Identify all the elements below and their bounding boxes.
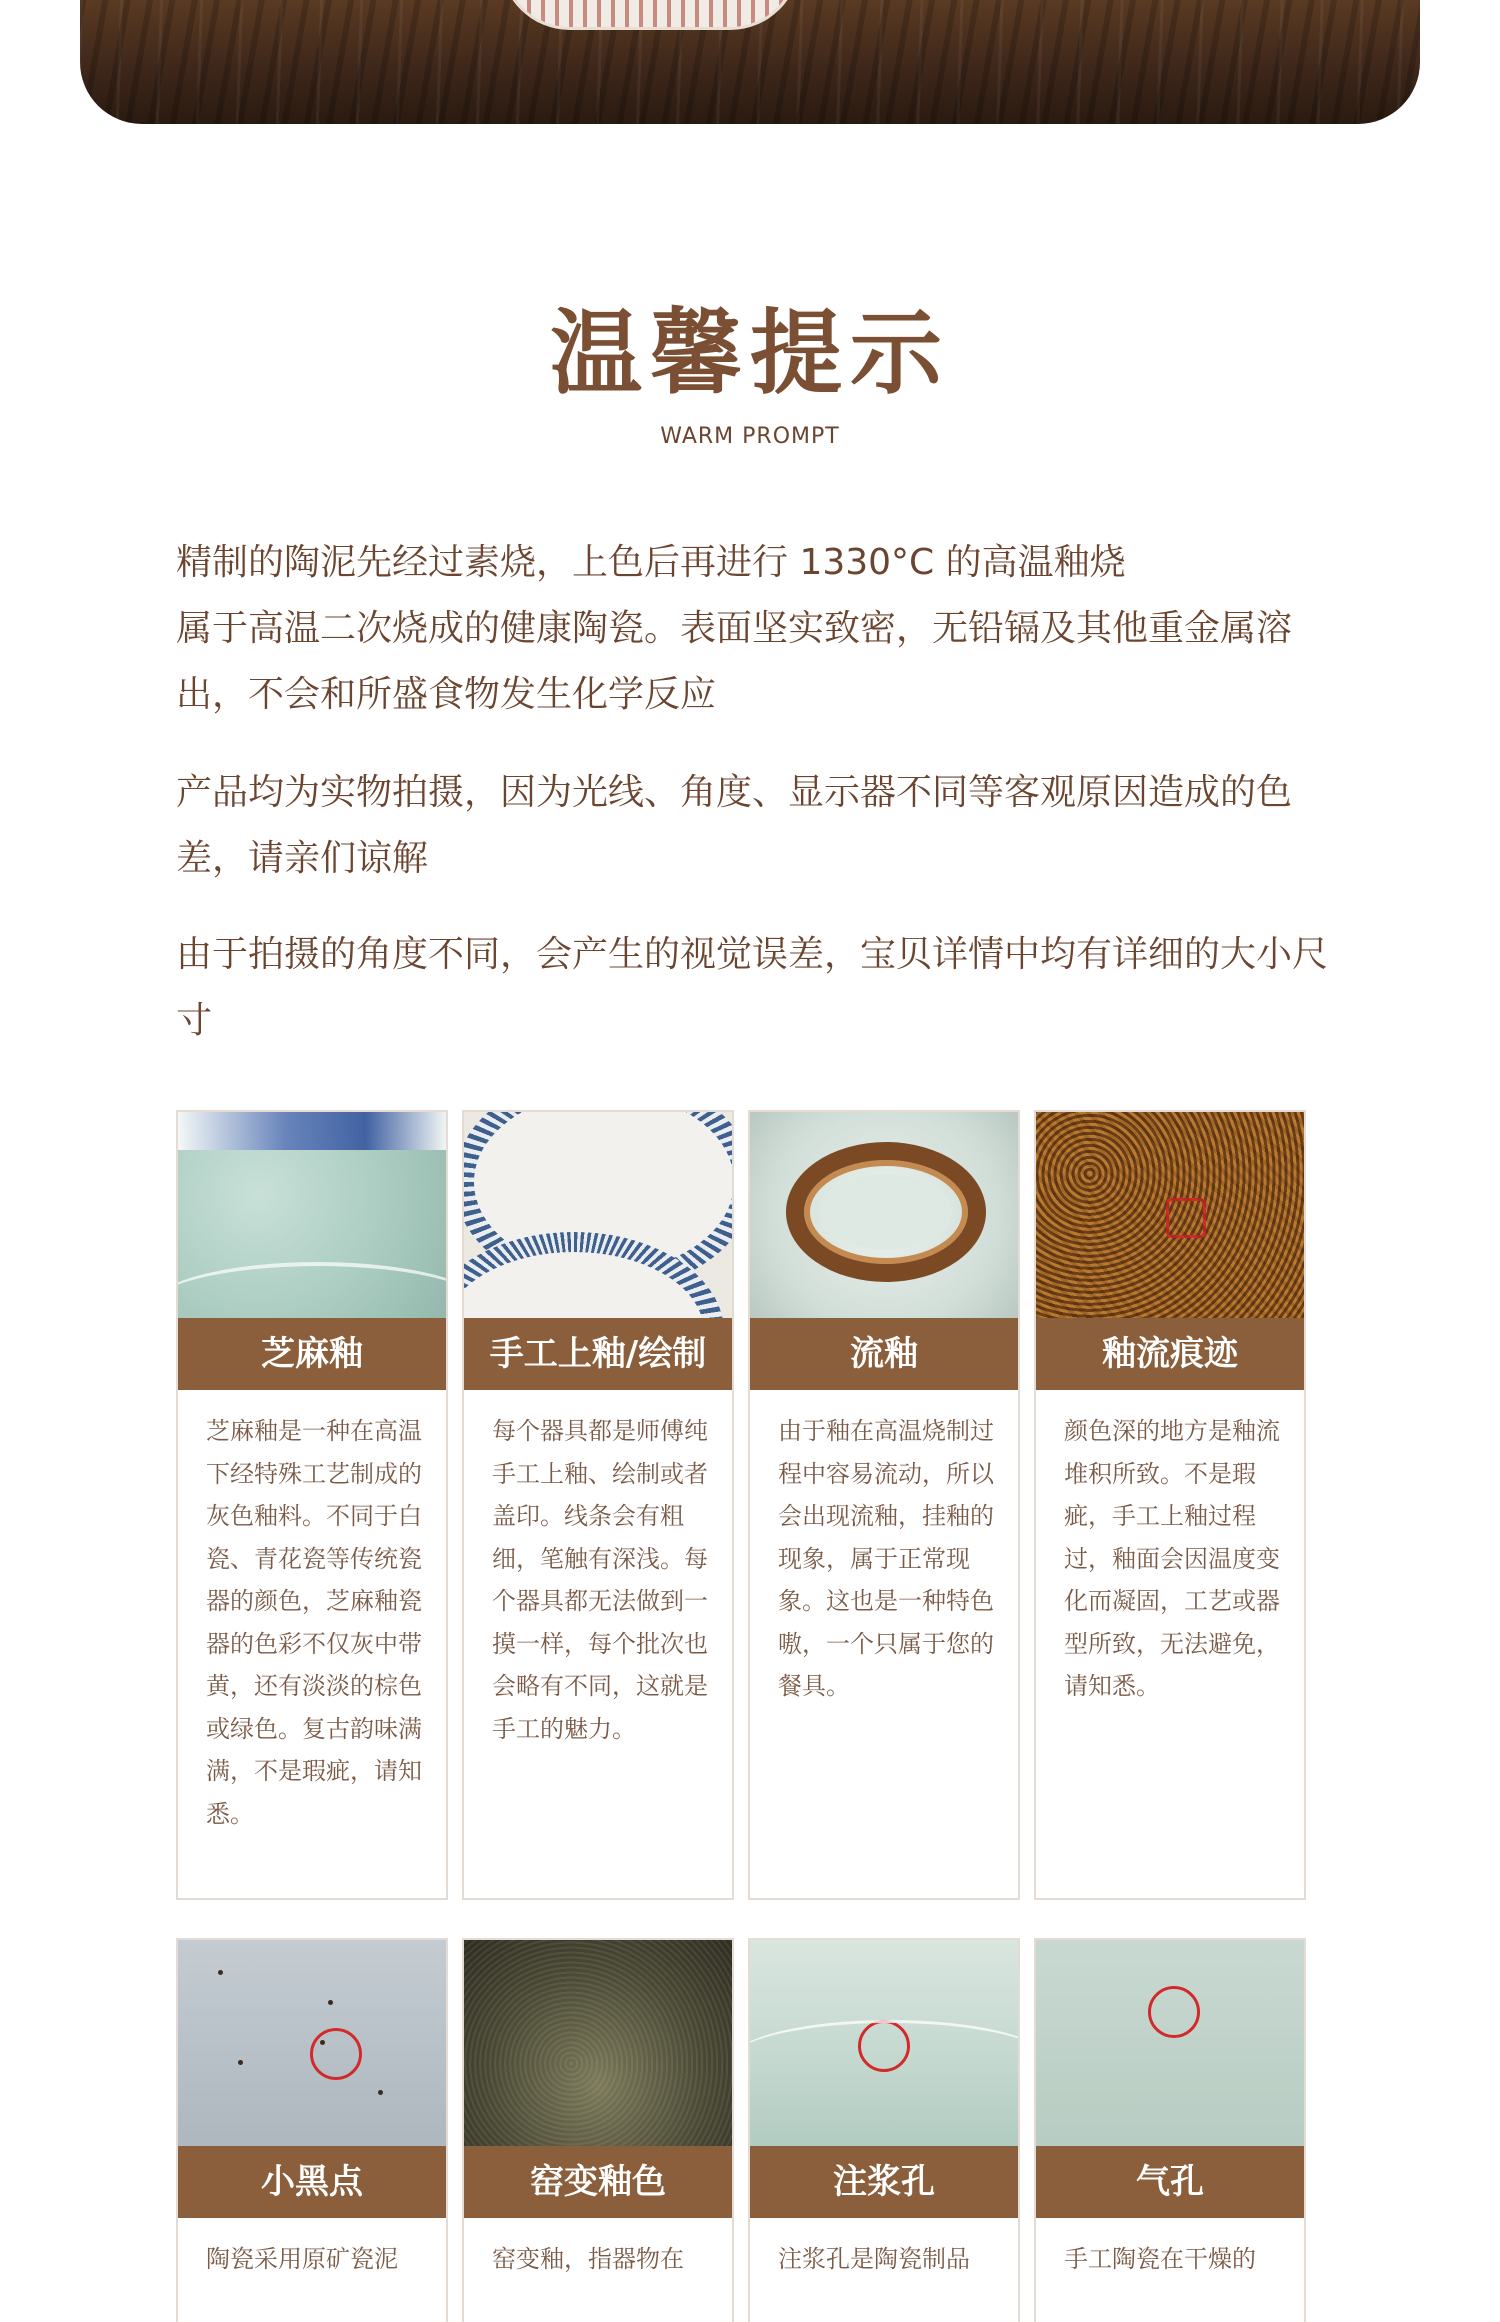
flowing-glaze-photo: [750, 1112, 1018, 1318]
page-subtitle: WARM PROMPT: [660, 424, 840, 449]
top-banner-photo: [80, 0, 1420, 124]
card-hand-glazing: [462, 1110, 734, 1900]
notice-paragraph-3: 由于拍摄的角度不同，会产生的视觉误差，宝贝详情中均有详细的大小尺寸: [176, 934, 1329, 1041]
sesame-glaze-photo: [178, 1112, 446, 1318]
card-flowing-glaze: [748, 1110, 1020, 1900]
grouting-hole-photo: [750, 1940, 1018, 2146]
highlight-circle-icon: [1166, 1198, 1206, 1238]
card-title: 气孔: [1036, 2146, 1304, 2218]
card-title: 注浆孔: [750, 2146, 1018, 2218]
card-black-dots: [176, 1938, 448, 2322]
card-description: 芝麻釉是一种在高温下经特殊工艺制成的灰色釉料。不同于白瓷、青花瓷等传统瓷器的颜色，芝麻釉瓷器的色彩不仅灰中带黄，还有淡淡的棕色或绿色。复古韵味满满，不是瑕疵，请知悉。: [206, 1417, 422, 1828]
notice-paragraph-1: 精制的陶泥先经过素烧，上色后再进行 1330°C 的高温釉烧 属于高温二次烧成的健康陶瓷。表面坚实致密，无铅镉及其他重金属溶出，不会和所盛食物发生化学反应: [176, 542, 1293, 715]
card-glaze-traces: [1034, 1110, 1306, 1900]
card-air-hole: [1034, 1938, 1306, 2322]
black-dots-photo: [178, 1940, 446, 2146]
card-description: 陶瓷采用原矿瓷泥: [206, 2245, 398, 2273]
card-description: 颜色深的地方是釉流堆积所致。不是瑕疵，手工上釉过程过，釉面会因温度变化而凝固，工艺或器型所致，无法避免，请知悉。: [1064, 1417, 1280, 1700]
card-title: 流釉: [750, 1318, 1018, 1390]
card-description: 由于釉在高温烧制过程中容易流动，所以会出现流釉，挂釉的现象，属于正常现象。这也是一种特色嗷，一个只属于您的餐具。: [778, 1417, 994, 1700]
hand-glazing-photo: [464, 1112, 732, 1318]
highlight-circle-icon: [1148, 1986, 1200, 2038]
card-description: 每个器具都是师傅纯手工上釉、绘制或者盖印。线条会有粗细，笔触有深浅。每个器具都无法做到一摸一样，每个批次也会略有不同，这就是手工的魅力。: [492, 1417, 708, 1743]
notice-paragraph-2: 产品均为实物拍摄，因为光线、角度、显示器不同等客观原因造成的色差，请亲们谅解: [176, 772, 1293, 879]
card-title: 小黑点: [178, 2146, 446, 2218]
glaze-traces-photo: [1036, 1112, 1304, 1318]
card-sesame-glaze: [176, 1110, 448, 1900]
card-title: 釉流痕迹: [1036, 1318, 1304, 1390]
air-hole-photo: [1036, 1940, 1304, 2146]
highlight-circle-icon: [858, 2020, 910, 2072]
card-title: 手工上釉/绘制: [464, 1318, 732, 1390]
card-grouting-hole: [748, 1938, 1020, 2322]
card-description: 手工陶瓷在干燥的: [1064, 2245, 1256, 2273]
bowl-rim-image: [500, 0, 800, 30]
card-title: 窑变釉色: [464, 2146, 732, 2218]
card-kiln-glaze: [462, 1938, 734, 2322]
page-title: 温馨提示: [549, 299, 950, 407]
card-title: 芝麻釉: [178, 1318, 446, 1390]
card-description: 注浆孔是陶瓷制品: [778, 2245, 970, 2273]
card-description: 窑变釉，指器物在: [492, 2245, 684, 2273]
kiln-glaze-photo: [464, 1940, 732, 2146]
highlight-circle-icon: [310, 2028, 362, 2080]
